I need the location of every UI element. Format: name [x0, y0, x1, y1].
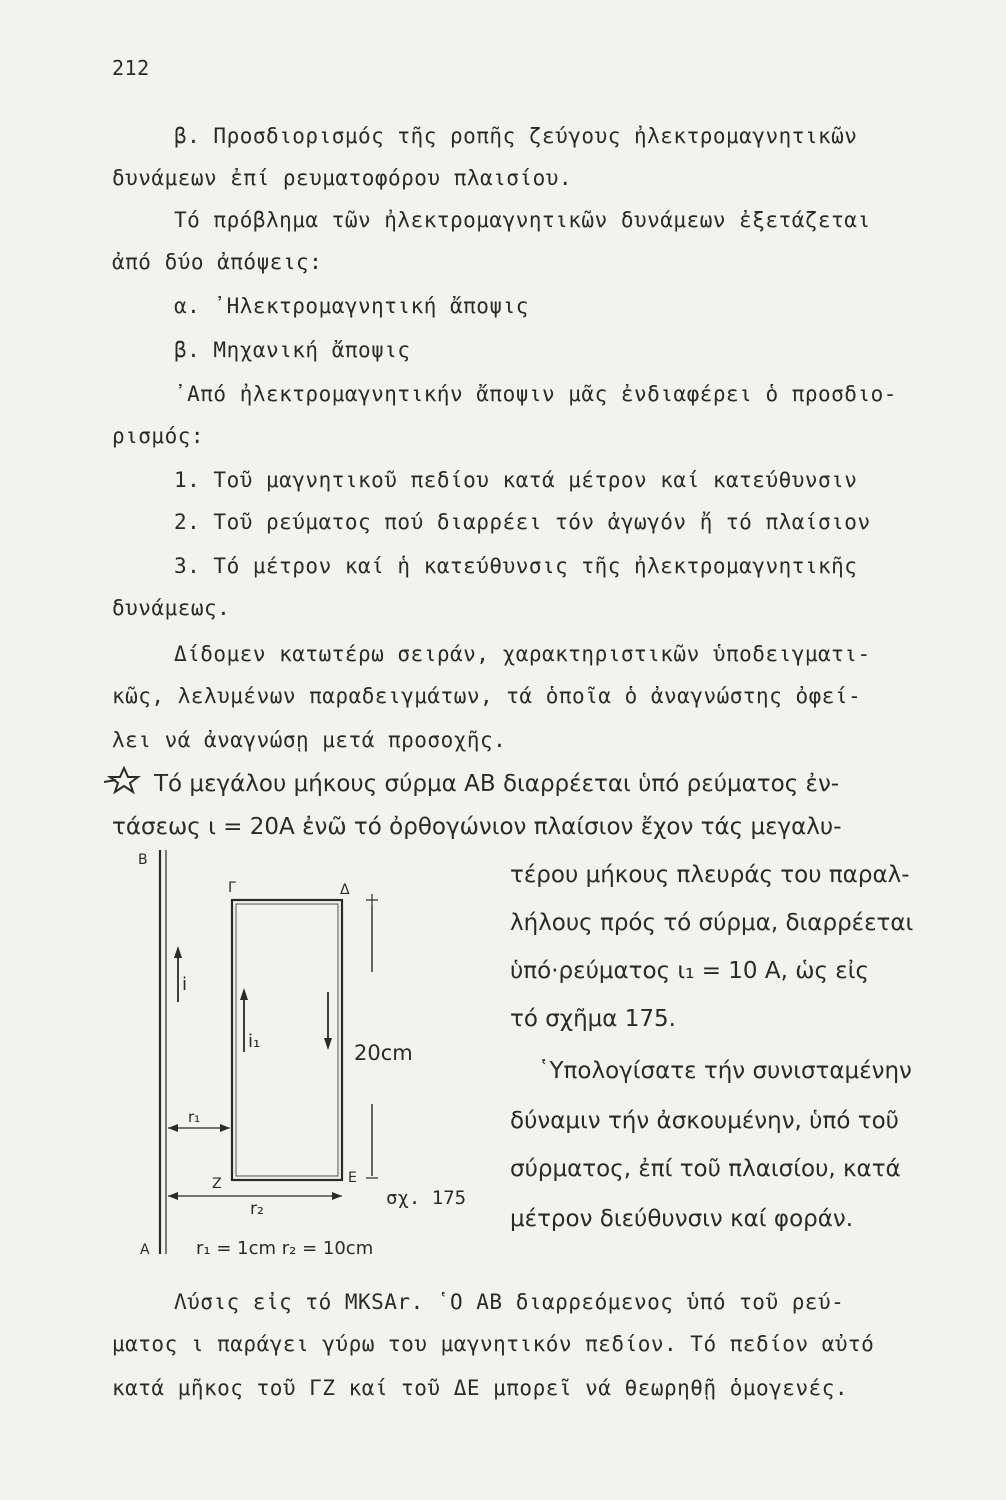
- list-item-2: 2. Τοῦ ρεύματος πού διαρρέει τόν ἀγωγόν ἤ τό πλαίσιον: [174, 510, 871, 534]
- label-r2: r₂: [250, 1199, 264, 1219]
- label-i1: i₁: [248, 1031, 261, 1052]
- label-e: Ε: [348, 1170, 357, 1186]
- problem-right-line: δύναμιν τήν ἀσκουμένην, ὑπό τοῦ: [510, 1108, 899, 1134]
- section-heading-line-1: β. Προσδιορισμός τῆς ροπῆς ζεύγους ἠλεκτρομαγνητικῶν: [174, 124, 858, 148]
- label-i: i: [182, 974, 188, 995]
- problem-right-line: ῾Υπολογίσατε τήν συνισταμένην: [538, 1058, 912, 1084]
- solution-line-3: κατά μῆκος τοῦ ΓΖ καί τοῦ ΔΕ μπορεῖ νά θεωρηθῇ ὁμογενές.: [112, 1376, 849, 1400]
- list-item-3: 3. Τό μέτρον καί ἡ κατεύθυνσις τῆς ἠλεκτρομαγνητικῆς: [174, 554, 858, 578]
- problem-right-line: μέτρον διεύθυνσιν καί φοράν.: [510, 1206, 854, 1232]
- paragraph-line: ἀπό δύο ἀπόψεις:: [112, 250, 323, 274]
- label-z: Ζ: [212, 1176, 222, 1192]
- figure-caption: σχ. 175: [386, 1187, 467, 1209]
- problem-line-2: τάσεως ι = 20Α ἐνῶ τό ὀρθογώνιον πλαίσιον ἔχον τάς μεγαλυ-: [112, 814, 842, 840]
- arrow-up-icon: [174, 946, 182, 958]
- list-item-1: 1. Τοῦ μαγνητικοῦ πεδίου κατά μέτρον καί κατεύθυνσιν: [174, 468, 858, 492]
- figure-175: [120, 842, 500, 1272]
- paragraph-line: λει νά ἀναγνώσῃ μετά προσοχῆς.: [112, 728, 507, 752]
- problem-right-line: σύρματος, ἐπί τοῦ πλαισίου, κατά: [510, 1156, 901, 1182]
- label-b: Β: [138, 852, 148, 868]
- solution-line-1: Λύσις εἰς τό MKSAr. ῾Ο ΑΒ διαρρεόμενος ὑπό τοῦ ρεύ-: [174, 1290, 845, 1314]
- problem-right-line: ὑπό·ρεύματος ι₁ = 10 Α, ὡς εἰς: [510, 958, 870, 984]
- star-icon: [102, 766, 144, 794]
- problem-right-line: λήλους πρός τό σύρμα, διαρρέεται: [510, 910, 914, 936]
- paragraph-line: ᾿Από ἠλεκτρομαγνητικήν ἄποψιν μᾶς ἐνδιαφέρει ὁ προσδιο-: [174, 382, 897, 406]
- arrow-down-icon: [324, 1038, 332, 1050]
- problem-right-line: τέρου μήκους πλευράς του παραλ-: [510, 862, 910, 888]
- list-item-b: β. Μηχανική ἄποψις: [174, 338, 411, 362]
- solution-line-2: ματος ι παράγει γύρω του μαγνητικόν πεδίον. Τό πεδίον αὐτό: [112, 1332, 875, 1356]
- label-a: Α: [140, 1242, 150, 1258]
- paragraph-line: Δίδομεν κατωτέρω σειράν, χαρακτηριστικῶν ὑποδειγματι-: [174, 642, 871, 666]
- list-item-a: α. ᾿Ηλεκτρομαγνητική ἄποψις: [174, 294, 529, 318]
- section-heading-line-2: δυνάμεων ἐπί ρευματοφόρου πλαισίου.: [112, 166, 573, 190]
- paragraph-line: ρισμός:: [112, 424, 205, 448]
- problem-line-1: [102, 766, 839, 797]
- paragraph-line: Τό πρόβλημα τῶν ἠλεκτρομαγνητικῶν δυνάμεων ἐξετάζεται: [174, 208, 871, 232]
- page-number: 212: [112, 56, 150, 80]
- label-r1: r₁: [188, 1108, 201, 1126]
- arrow-up-icon: [240, 988, 248, 1000]
- problem-text-line-1: Τό μεγάλου μήκους σύρμα ΑΒ διαρρέεται ὑπό ρεύματος ἐν-: [154, 771, 840, 797]
- label-height: 20cm: [354, 1041, 413, 1065]
- label-d: Δ: [340, 882, 350, 898]
- label-g: Γ: [228, 880, 236, 896]
- figure-values: r₁ = 1cm r₂ = 10cm: [196, 1238, 374, 1259]
- paragraph-line: δυνάμεως.: [112, 596, 231, 620]
- paragraph-line: κῶς, λελυμένων παραδειγμάτων, τά ὁποῖα ὁ ἀναγνώστης ὀφεί-: [112, 684, 862, 708]
- problem-right-line: τό σχῆμα 175.: [510, 1006, 676, 1032]
